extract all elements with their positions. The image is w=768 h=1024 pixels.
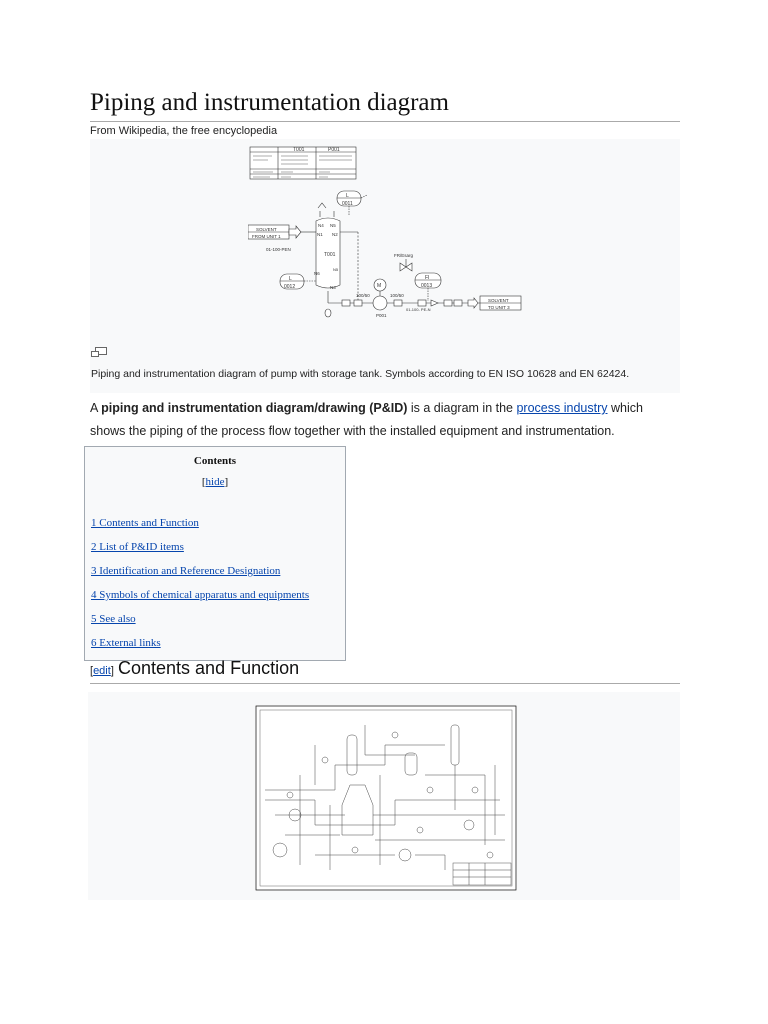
edit-link[interactable]: edit: [93, 665, 111, 677]
equipment-table: [250, 147, 356, 179]
svg-text:N5: N5: [330, 223, 336, 228]
svg-text:N6: N6: [314, 271, 320, 276]
svg-text:T001: T001: [324, 252, 336, 258]
process-industry-link[interactable]: process industry: [516, 401, 608, 415]
intro-middle: is a diagram in the: [407, 401, 517, 415]
svg-text:SOLVENT: SOLVENT: [488, 298, 509, 303]
toc-item-see-also[interactable]: 5 See also: [91, 613, 136, 625]
figure-caption: Piping and instrumentation diagram of pump with storage tank. Symbols according to EN ISO 10628 and EN 62424.: [91, 368, 630, 380]
svg-text:T001: T001: [293, 147, 305, 153]
svg-text:01-100-PEN: 01-100-PEN: [266, 247, 291, 252]
svg-text:01-100- PE-N: 01-100- PE-N: [406, 307, 431, 312]
svg-text:FROM UNIT 1: FROM UNIT 1: [252, 234, 281, 239]
intro-bold-term: piping and instrumentation diagram/drawing (P&ID): [101, 401, 408, 415]
page-title: Piping and instrumentation diagram: [90, 88, 680, 122]
svg-text:L: L: [346, 193, 349, 199]
figure-pid-example: [88, 692, 680, 900]
svg-text:N2: N2: [332, 232, 338, 237]
svg-text:FR/Esarg: FR/Esarg: [394, 253, 414, 258]
section-title: Contents and Function: [118, 658, 300, 678]
svg-text:100/50: 100/50: [390, 293, 404, 298]
svg-text:N3: N3: [330, 285, 336, 290]
toc-title: Contents: [193, 455, 237, 467]
svg-text:P001: P001: [376, 313, 387, 318]
svg-text:TO UNIT 3: TO UNIT 3: [488, 305, 510, 310]
svg-text:0011: 0011: [342, 201, 353, 207]
svg-text:N1: N1: [317, 232, 323, 237]
toc-item-identification[interactable]: 3 Identification and Reference Designation: [91, 565, 281, 577]
section-edit: [edit]: [90, 665, 114, 677]
tagline: From Wikipedia, the free encyclopedia: [90, 125, 278, 137]
pid-thumbnail-image[interactable]: [248, 143, 523, 319]
toc-item-symbols[interactable]: 4 Symbols of chemical apparatus and equipments: [91, 589, 310, 601]
toc-item-external-links[interactable]: 6 External links: [91, 637, 161, 649]
figure-pump-storage-tank: [90, 139, 680, 393]
svg-text:P001: P001: [328, 147, 340, 153]
table-of-contents: [84, 446, 346, 661]
svg-text:N5: N5: [333, 267, 339, 272]
intro-paragraph: [90, 397, 680, 443]
toc-hide-toggle: [hide]: [201, 476, 229, 488]
svg-text:0012: 0012: [284, 284, 296, 290]
svg-text:SOLVENT: SOLVENT: [256, 227, 277, 232]
svg-text:N4: N4: [318, 223, 324, 228]
toc-hide-link[interactable]: hide: [205, 476, 225, 488]
toc-item-list-of-pid-items[interactable]: 2 List of P&ID items: [91, 541, 184, 553]
svg-text:0013: 0013: [421, 283, 433, 289]
svg-text:FI: FI: [425, 275, 430, 281]
toc-item-contents-and-function[interactable]: 1 Contents and Function: [91, 517, 199, 529]
svg-text:M: M: [377, 283, 382, 289]
pid-drawing-image[interactable]: [255, 705, 517, 891]
section-heading-contents-and-function: [90, 657, 680, 684]
svg-text:100/50: 100/50: [356, 293, 370, 298]
intro-suffix: which shows the piping of the process flow together with the installed equipment and instrumentation.: [90, 401, 643, 438]
enlarge-icon[interactable]: [91, 347, 107, 357]
intro-prefix: A: [90, 401, 102, 415]
svg-text:L: L: [289, 276, 292, 282]
